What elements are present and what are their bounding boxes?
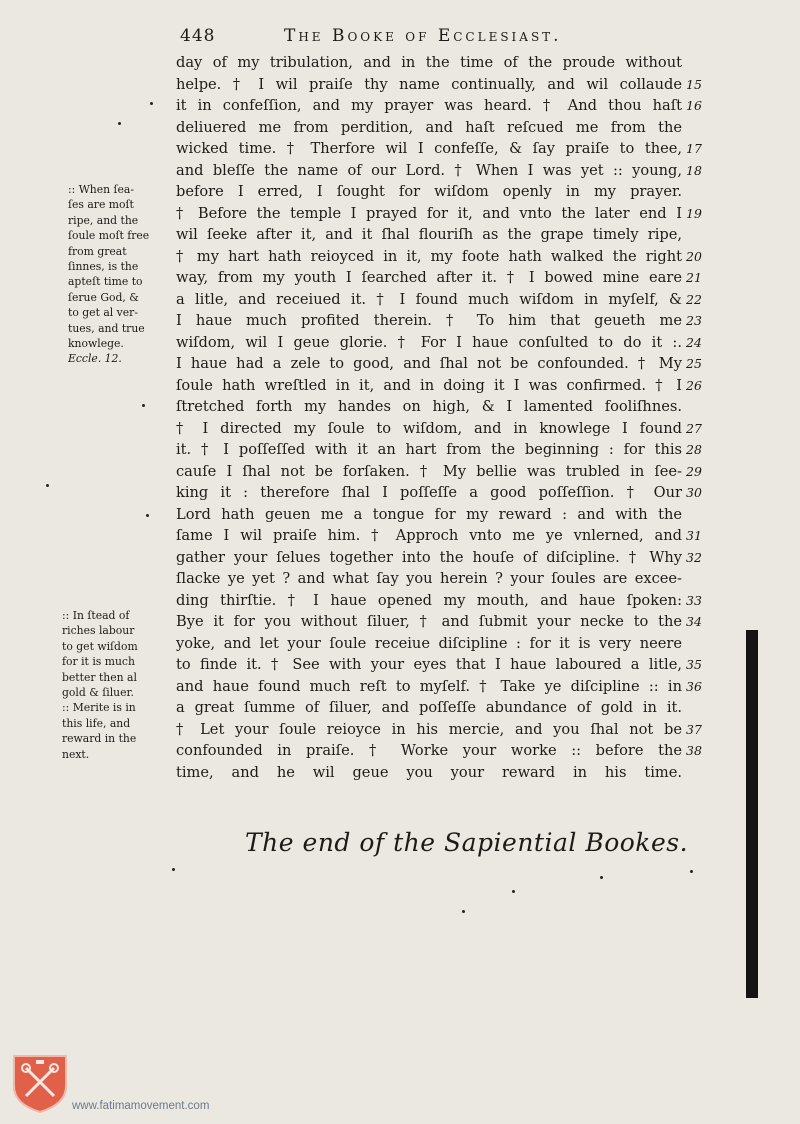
margin-note-line: apteſt time to [68, 275, 143, 289]
scan-speck [142, 404, 145, 407]
margin-note-line: from great [68, 244, 127, 258]
text-line: ding thirſtie. † I haue opened my mouth, and haue ſpoken: [176, 591, 682, 609]
verse-number: 34 [686, 614, 702, 629]
page-number: 448 [180, 26, 216, 46]
text-line: day of my tribulation, and in the time of the proude without [176, 54, 682, 71]
verse-number: 21 [686, 270, 702, 285]
text-line: wil ſeeke after it, and it ſhal flouriſh as the grape timely ripe, [176, 226, 682, 243]
text-line: time, and he wil geue you your reward in his time. [176, 763, 682, 781]
verse-number [686, 633, 716, 655]
text-line: I haue had a zele to good, and ſhal not be confounded. † My [176, 355, 682, 372]
scan-speck [690, 870, 693, 873]
scan-speck [172, 868, 175, 871]
text-line: wiſdom, wil I geue glorie. † For I haue conſulted to do it :. [176, 333, 682, 351]
verse-number: 20 [686, 248, 702, 264]
scan-speck [462, 910, 465, 913]
text-line: I haue much profited therein. † To him that geueth me [176, 312, 682, 329]
margin-note-line: to get al ver- [68, 306, 138, 320]
text-line: Lord hath geuen me a tongue for my reward : and with the [176, 505, 682, 523]
verse-number: 29 [686, 463, 702, 479]
verse-number [686, 181, 716, 203]
margin-note-line: ſoule moſt free [68, 229, 150, 243]
margin-note-line: this life, and [62, 716, 131, 730]
verse-number: 26 [686, 377, 702, 393]
end-of-books-title: The end of the Sapiential Bookes. [245, 828, 689, 857]
margin-note-line: better then al [62, 670, 137, 684]
scan-speck [146, 514, 149, 517]
running-head: The Booke of Ecclesiast. [284, 26, 562, 46]
verse-number [686, 762, 716, 784]
text-line: † Before the temple I prayed for it, and vnto the later end I [176, 204, 682, 222]
verse-number: 16 [686, 98, 702, 113]
verse-number: 15 [686, 76, 702, 92]
text-line: ſoule hath wreſtled in it, and in doing it I was confirmed. † I [176, 376, 682, 394]
text-line: king it : therefore ſhal I poſſeſſe a good poſſeſſion. † Our [176, 484, 682, 501]
verse-number [686, 568, 716, 590]
verse-number: 23 [686, 313, 702, 328]
verse-number: 27 [686, 420, 702, 436]
text-line: it. † I poſſeſſed with it an hart from the beginning : for this [176, 441, 682, 458]
text-line: † my hart hath reioyced in it, my foote hath walked the right [176, 247, 682, 265]
verse-number: 32 [686, 549, 702, 565]
margin-note-when-seasons [68, 182, 170, 367]
verse-number: 36 [686, 678, 702, 694]
margin-note-line: riches labour [62, 624, 135, 638]
scan-speck [46, 484, 49, 487]
text-line: † I directed my ſoule to wiſdom, and in knowlege I found [176, 419, 682, 437]
verse-number: 30 [686, 485, 702, 500]
text-line: yoke, and let your ſoule receiue diſcipline : for it is very neere [176, 634, 682, 652]
margin-note-line: tues, and true [68, 321, 145, 335]
verse-number: 24 [686, 334, 702, 350]
verse-number: 25 [686, 356, 702, 371]
page-header [180, 26, 660, 50]
verse-number: 18 [686, 162, 702, 178]
text-line: helpe. † I wil praiſe thy name continually, and wil collaude [176, 75, 682, 93]
text-line: a litle, and receiued it. † I found much wiſdom in myſelf, & [176, 290, 682, 308]
scan-speck [512, 890, 515, 893]
verse-number [686, 224, 716, 246]
text-line: wicked time. † Therfore wil I confeſſe, & ſay praiſe to thee, [176, 140, 682, 157]
scan-speck [118, 122, 121, 125]
scan-speck [150, 102, 153, 105]
margin-note-line: gold & ſiluer. [62, 685, 134, 699]
text-line: to finde it. † See with your eyes that I haue laboured a litle, [176, 656, 682, 673]
margin-note-line: ſinnes, is the [68, 259, 139, 273]
verse-number: 17 [686, 141, 702, 156]
main-text-column [176, 52, 682, 783]
margin-note-line: :: In ſtead of [62, 609, 130, 622]
verse-number: 38 [686, 743, 702, 758]
verse-number [686, 396, 716, 418]
verse-number: 31 [686, 528, 702, 543]
verse-number: 33 [686, 592, 702, 608]
margin-note-line: to get wiſdom [62, 639, 138, 653]
text-line: ſlacke ye yet ? and what ſay you herein ? your ſoules are excee- [176, 570, 682, 587]
verse-number: 22 [686, 291, 702, 307]
text-line: and haue found much reſt to myſelf. † Take ye diſcipline :: in [176, 677, 682, 695]
text-line: deliuered me from perdition, and haſt reſcued me from the [176, 118, 682, 136]
scan-speck [600, 876, 603, 879]
text-line: and bleſſe the name of our Lord. † When I was yet :: young, [176, 161, 682, 179]
margin-note-line: reward in the [62, 732, 137, 746]
margin-note-line: ſes are moſt [68, 198, 134, 212]
margin-note-line: :: When ſea- [68, 183, 135, 196]
verse-number [686, 117, 716, 139]
text-line: gather your ſelues together into the houſe of diſcipline. † Why [176, 548, 682, 566]
text-line: a great ſumme of ſiluer, and poſſeſſe abundance of gold in it. [176, 699, 682, 716]
margin-note-instead-of-riches [62, 608, 168, 762]
text-line: cauſe I ſhal not be forſaken. † My bellie was trubled in ſee- [176, 462, 682, 480]
verse-number-column [686, 52, 716, 783]
text-line: way, from my youth I ſearched after it. † I bowed mine eare [176, 269, 682, 286]
text-line: ſame I wil praiſe him. † Approch vnto me ye vnlerned, and [176, 527, 682, 544]
verse-number [686, 504, 716, 526]
margin-note-line: next. [62, 747, 90, 761]
verse-number [686, 52, 716, 74]
verse-number: 28 [686, 442, 702, 457]
margin-note-line: ſerue God, & [68, 290, 139, 304]
text-line: Bye it for you without ſiluer, † and ſubmit your necke to the [176, 613, 682, 630]
text-line: ſtretched forth my handes on high, & I lamented fooliſhnes. [176, 398, 682, 415]
margin-note-line: :: Merite is in [62, 701, 136, 715]
text-line: it in confeſſion, and my prayer was heard. † And thou haſt [176, 97, 682, 114]
verse-number: 35 [686, 657, 702, 672]
verse-number [686, 697, 716, 719]
papal-keys-shield-icon [10, 1052, 70, 1114]
verse-number: 19 [686, 205, 702, 221]
website-watermark[interactable]: www.fatimamovement.com [72, 1100, 210, 1112]
margin-note-line: knowlege. [68, 336, 124, 350]
page-edge-shadow [746, 630, 758, 998]
text-line: before I erred, I ſought for wiſdom openly in my prayer. [176, 183, 682, 200]
margin-note-line: Eccle. 12. [68, 352, 122, 366]
text-line: confounded in praiſe. † Worke your worke :: before the [176, 742, 682, 759]
verse-number: 37 [686, 721, 702, 737]
text-line: † Let your ſoule reioyce in his mercie, and you ſhal not be [176, 720, 682, 738]
margin-note-line: for it is much [62, 655, 135, 669]
margin-note-line: ripe, and the [68, 213, 139, 227]
